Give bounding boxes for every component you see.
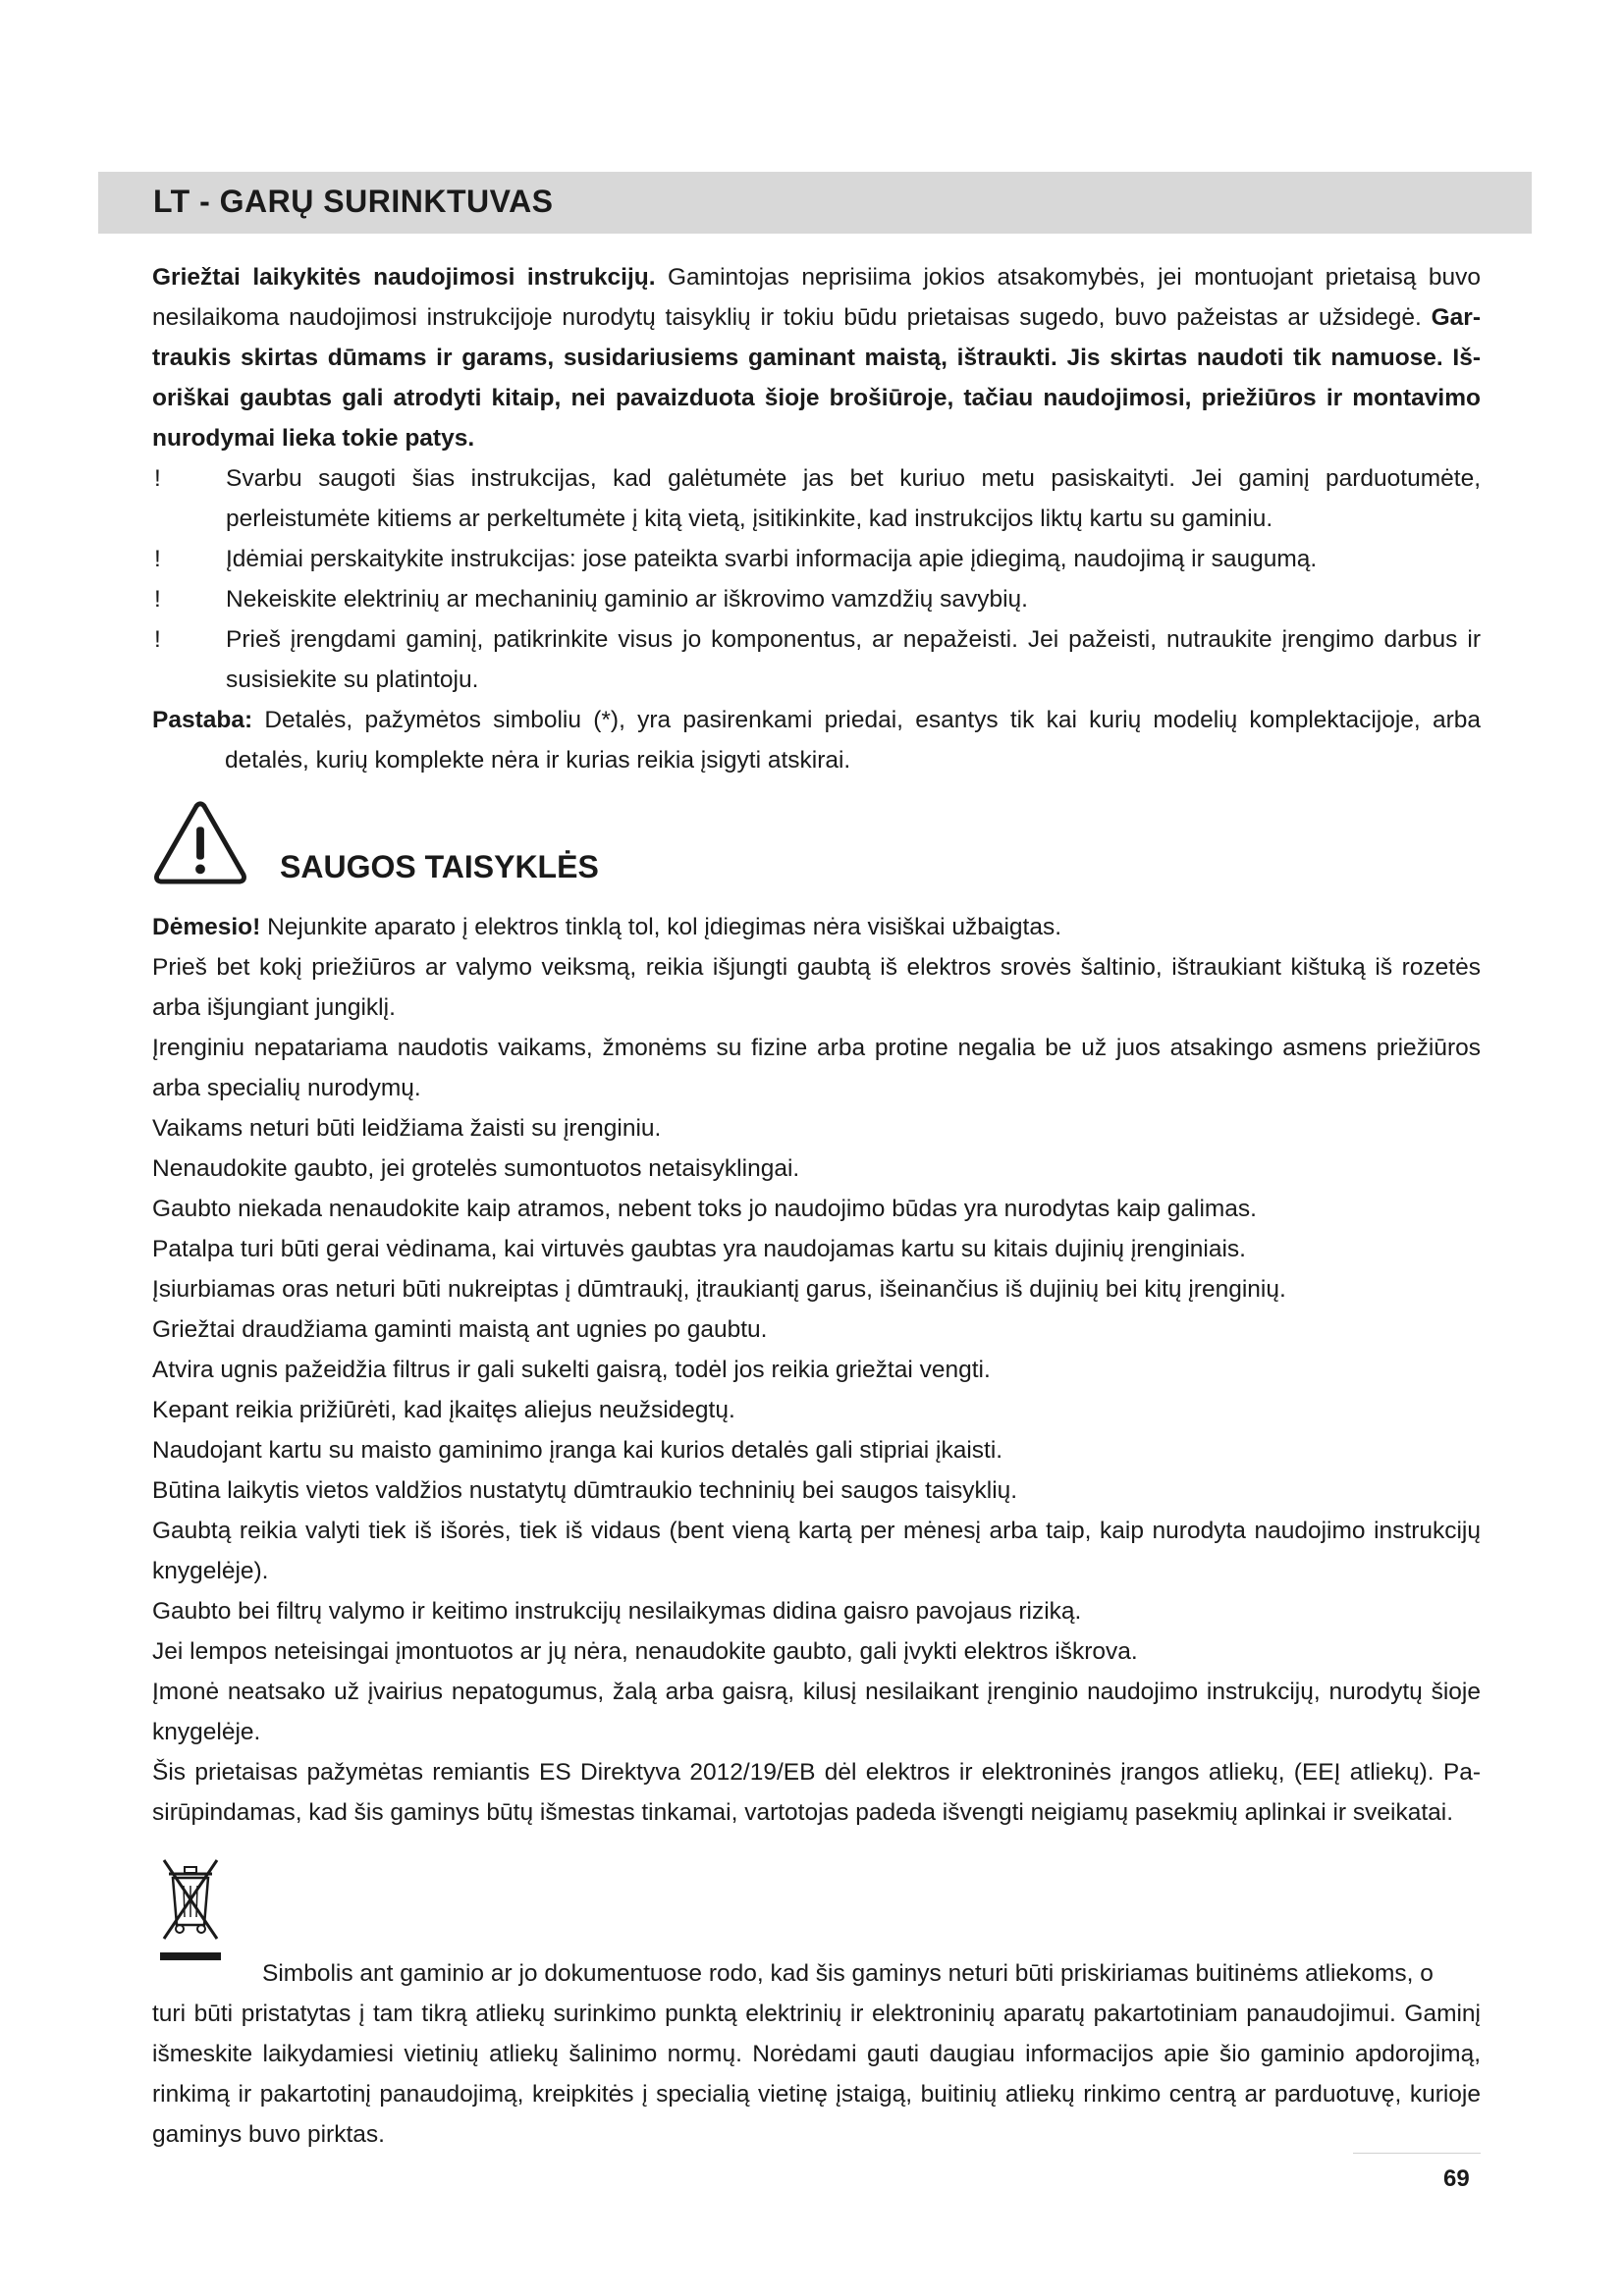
bullet-mark: !	[154, 546, 161, 572]
note-paragraph	[152, 700, 1481, 780]
bullet-mark: !	[154, 465, 161, 492]
safety-title: SAUGOS TAISYKLĖS	[280, 849, 599, 884]
intro-bold-lead: Griežtai laikykitės naudojimosi instrukcijų.	[152, 264, 656, 291]
page-content	[152, 257, 1481, 2155]
footer-divider	[1353, 2153, 1481, 2154]
intro-paragraph	[152, 257, 1481, 458]
attention-paragraph	[152, 907, 1481, 947]
bullet-text: Nekeiskite elektrinių ar mechaninių gaminio ar iškrovimo vamzdžių savybių.	[226, 586, 1028, 613]
bullet-text: Svarbu saugoti šias instrukcijas, kad galėtumėte jas bet kuriuo metu pasiskaityti. Jei gaminį parduotumėte, perleistumėte kitiems ar perkeltumėte į kitą vietą, įsitikinkite, kad instrukcijos liktų kartu su gaminiu.	[226, 465, 1481, 532]
safety-rule: Šis prietaisas pažymėtas remiantis ES Direktyva 2012/19/EB dėl elektros ir elektroninės įrangos atliekų, (EEĮ atliekų). Pa-sirūpindamas, kad šis gaminys būtų išmestas tinkamai, vartotojas padeda išvengti neigiamų pasekmių aplinkai ir sveikatai.	[152, 1759, 1481, 1826]
attention-label: Dėmesio!	[152, 914, 261, 940]
weee-block	[152, 1846, 1481, 1994]
safety-rule: Prieš bet kokį priežiūros ar valymo veiksmą, reikia išjungti gaubtą iš elektros srovės šaltinio, ištraukiant kištuką iš rozetės arba išjungiant jungiklį.	[152, 954, 1481, 1021]
section-header-bar	[98, 172, 1532, 234]
safety-rule: Patalpa turi būti gerai vėdinama, kai virtuvės gaubtas yra naudojamas kartu su kitais dujinių įrenginiais.	[152, 1236, 1246, 1262]
safety-header	[152, 796, 1481, 907]
safety-rule: Griežtai draudžiama gaminti maistą ant ugnies po gaubtu.	[152, 1316, 768, 1343]
safety-rule: Gaubto bei filtrų valymo ir keitimo instrukcijų nesilaikymas didina gaisro pavojaus riziką.	[152, 1598, 1082, 1625]
safety-rule: Gaubtą reikia valyti tiek iš išorės, tiek iš vidaus (bent vieną kartą per mėnesį arba taip, kaip nurodyta naudojimo instrukcijų knygelėje).	[152, 1518, 1481, 1584]
warning-bullet	[152, 539, 1481, 579]
note-text: Detalės, pažymėtos simboliu (*), yra pasirenkami priedai, esantys tik kai kurių modelių komplektacijoje, arba detalės, kurių komplekte nėra ir kurias reikia įsigyti atskirai.	[225, 707, 1481, 774]
intro-bold-tail: Gar-traukis skirtas dūmams ir garams, susidariusiems gaminant maistą, ištraukti. Jis skirtas naudoti tik namuose. Iš-oriškai gaubtas gali atrodyti kitaip, nei pavaizduota šioje brošiūroje, tačiau naudojimosi, priežiūros ir montavimo nurodymai lieka tokie patys.	[152, 304, 1481, 452]
section-title: LT - GARŲ SURINKTUVAS	[153, 184, 554, 219]
safety-rule: Nenaudokite gaubto, jei grotelės sumontuotos netaisyklingai.	[152, 1155, 800, 1182]
attention-text: Nejunkite aparato į elektros tinklą tol, kol įdiegimas nėra visiškai užbaigtas.	[260, 914, 1061, 940]
crossed-out-bin-icon	[156, 1850, 225, 1968]
warning-bullet	[152, 579, 1481, 619]
safety-rule: Būtina laikytis vietos valdžios nustatytų dūmtraukio techninių bei saugos taisyklių.	[152, 1477, 1018, 1504]
weee-first-line: Simbolis ant gaminio ar jo dokumentuose rodo, kad šis gaminys neturi būti priskiriamas buitinėms atliekoms, o	[262, 1960, 1434, 1987]
bullet-text: Prieš įrengdami gaminį, patikrinkite visus jo komponentus, ar nepažeisti. Jei pažeisti, nutraukite įrengimo darbus ir susisiekite su platintoju.	[226, 626, 1481, 693]
safety-rule: Atvira ugnis pažeidžia filtrus ir gali sukelti gaisrą, todėl jos reikia griežtai vengti.	[152, 1357, 991, 1383]
bullet-mark: !	[154, 586, 161, 613]
safety-rule: Įmonė neatsako už įvairius nepatogumus, žalą arba gaisrą, kilusį nesilaikant įrenginio naudojimo instrukcijų, nurodytų šioje knygelėje.	[152, 1679, 1481, 1745]
bullet-text: Įdėmiai perskaitykite instrukcijas: jose pateikta svarbi informacija apie įdiegimą, naudojimą ir saugumą.	[226, 546, 1318, 572]
safety-rule: Vaikams neturi būti leidžiama žaisti su įrenginiu.	[152, 1115, 662, 1142]
weee-paragraph: turi būti pristatytas į tam tikrą atliekų surinkimo punktą elektrinių ir elektroninių aparatų pakartotiniam panaudojimui. Gaminį išmeskite laikydamiesi vietinių atliekų šalinimo normų. Norėdami gauti daugiau informacijos apie šio gaminio apdorojimą, rinkimą ir pakartotinį panaudojimą, kreipkitės į specialią vietinę įstaigą, buitinių atliekų rinkimo centrą ar parduotuvę, kurioje gaminys buvo pirktas.	[152, 2001, 1481, 2148]
safety-rule: Gaubto niekada nenaudokite kaip atramos, nebent toks jo naudojimo būdas yra nurodytas kaip galimas.	[152, 1196, 1257, 1222]
safety-rule: Įrenginiu nepatariama naudotis vaikams, žmonėms su fizine arba protine negalia be už juos atsakingo asmens priežiūros arba specialių nurodymų.	[152, 1035, 1481, 1101]
intro-text: Gamintojas neprisiima jokios atsakomybės, jei montuojant prietaisą buvo nesilaikoma naudojimosi instrukcijoje nurodytų taisyklių ir tokiu būdu prietaisas sugedo, buvo pažeistas ar užsidegė.	[152, 264, 1481, 331]
warning-triangle-icon	[152, 798, 248, 886]
bullet-mark: !	[154, 626, 161, 653]
safety-rule: Naudojant kartu su maisto gaminimo įranga kai kurios detalės gali stipriai įkaisti.	[152, 1437, 1003, 1464]
safety-rule: Jei lempos neteisingai įmontuotos ar jų nėra, nenaudokite gaubto, gali įvykti elektros iškrova.	[152, 1638, 1138, 1665]
warning-bullet	[152, 458, 1481, 539]
note-label: Pastaba:	[152, 707, 253, 733]
safety-rule: Kepant reikia prižiūrėti, kad įkaitęs aliejus neužsidegtų.	[152, 1397, 735, 1423]
warning-bullet	[152, 619, 1481, 700]
page-number: 69	[1443, 2165, 1470, 2192]
safety-rule: Įsiurbiamas oras neturi būti nukreiptas į dūmtraukį, įtraukiantį garus, išeinančius iš dujinių bei kitų įrenginių.	[152, 1276, 1286, 1303]
